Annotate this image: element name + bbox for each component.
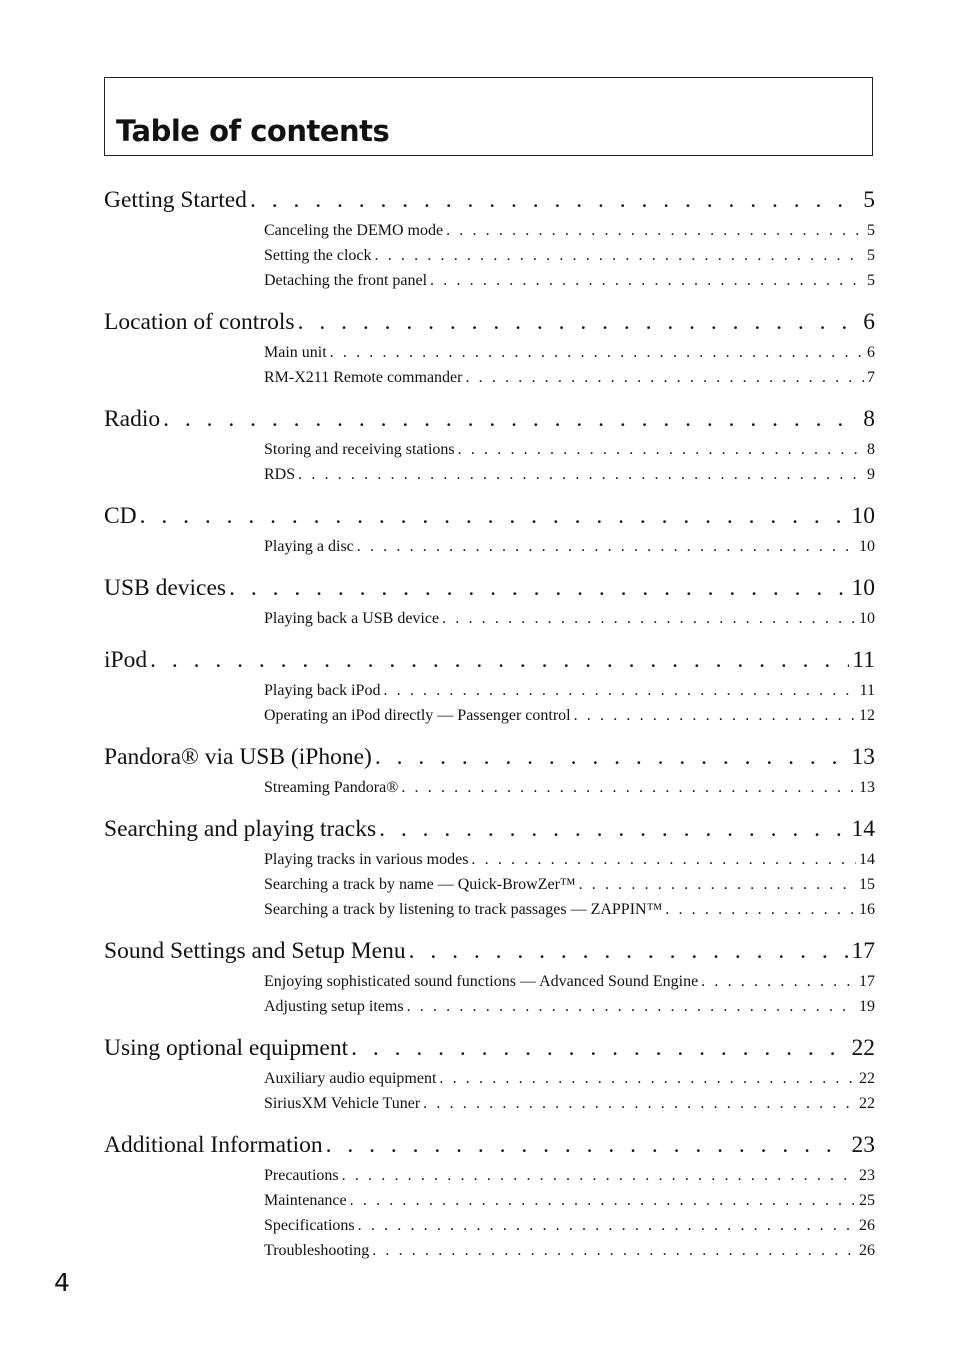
dot-leader [701, 969, 856, 994]
subentry-title: Troubleshooting [264, 1242, 370, 1259]
toc-section [104, 1127, 875, 1263]
subentry-page: 23 [859, 1167, 875, 1184]
toc-subentry[interactable] [264, 775, 875, 800]
section-title: CD [104, 503, 137, 529]
toc-subentry[interactable] [264, 969, 875, 994]
dot-leader [375, 243, 864, 268]
subentry-page: 16 [859, 901, 875, 918]
subentry-title: Searching a track by listening to track passages — ZAPPIN™ [264, 901, 663, 918]
section-page: 5 [863, 187, 875, 213]
section-title: Using optional equipment [104, 1035, 349, 1061]
subentry-page: 15 [859, 876, 875, 893]
toc-subentry[interactable] [264, 897, 875, 922]
subentry-title: Playing back a USB device [264, 610, 440, 627]
section-page: 17 [851, 938, 875, 964]
dot-leader [383, 678, 856, 703]
subentry-title: Maintenance [264, 1192, 347, 1209]
toc-subentry-list [104, 1066, 875, 1116]
toc-section [104, 811, 875, 922]
toc-subentry[interactable] [264, 534, 875, 559]
toc-section [104, 401, 875, 487]
subentry-page: 12 [859, 707, 875, 724]
toc-section-entry[interactable] [104, 401, 875, 437]
toc-section-entry[interactable] [104, 570, 875, 606]
dot-leader [442, 606, 856, 631]
toc-section [104, 739, 875, 800]
dot-leader [465, 365, 864, 390]
subentry-page: 7 [867, 369, 875, 386]
toc-subentry-list [104, 678, 875, 728]
section-page: 10 [851, 575, 875, 601]
section-page: 10 [851, 503, 875, 529]
toc-subentry[interactable] [264, 340, 875, 365]
subentry-page: 19 [859, 998, 875, 1015]
section-title: Searching and playing tracks [104, 816, 377, 842]
dot-leader [574, 703, 856, 728]
toc-subentry[interactable] [264, 606, 875, 631]
toc-section [104, 933, 875, 1019]
subentry-page: 9 [867, 466, 875, 483]
dot-leader [458, 437, 864, 462]
dot-leader [471, 847, 856, 872]
toc-subentry[interactable] [264, 1213, 875, 1238]
toc-section [104, 498, 875, 559]
dot-leader [358, 1213, 856, 1238]
subentry-page: 6 [867, 344, 875, 361]
toc-subentry-list [104, 847, 875, 922]
toc-section [104, 1030, 875, 1116]
toc-subentry[interactable] [264, 703, 875, 728]
page-title: Table of contents [116, 114, 390, 148]
toc-subentry[interactable] [264, 437, 875, 462]
dot-leader [409, 933, 849, 969]
dot-leader [401, 775, 856, 800]
section-page: 14 [851, 816, 875, 842]
subentry-title: SiriusXM Vehicle Tuner [264, 1095, 421, 1112]
subentry-page: 22 [859, 1070, 875, 1087]
dot-leader [430, 268, 864, 293]
dot-leader [351, 1030, 848, 1066]
toc-subentry-list [104, 606, 875, 631]
toc-subentry-list [104, 775, 875, 800]
toc-subentry-list [104, 437, 875, 487]
dot-leader [372, 1238, 856, 1263]
toc-subentry[interactable] [264, 1163, 875, 1188]
subentry-page: 8 [867, 441, 875, 458]
title-box [104, 77, 873, 156]
toc-subentry[interactable] [264, 1188, 875, 1213]
subentry-title: Enjoying sophisticated sound functions — Advanced Sound Engine [264, 973, 699, 990]
dot-leader [140, 498, 849, 534]
section-title: Additional Information [104, 1132, 323, 1158]
toc-subentry[interactable] [264, 872, 875, 897]
toc-section [104, 570, 875, 631]
subentry-page: 5 [867, 247, 875, 264]
dot-leader [229, 570, 848, 606]
toc-section-entry[interactable] [104, 811, 875, 847]
subentry-title: Playing a disc [264, 538, 354, 555]
subentry-page: 10 [859, 610, 875, 627]
subentry-title: Playing back iPod [264, 682, 381, 699]
section-page: 13 [851, 744, 875, 770]
subentry-page: 17 [859, 973, 875, 990]
toc-subentry-list [104, 534, 875, 559]
subentry-title: RDS [264, 466, 296, 483]
dot-leader [579, 872, 856, 897]
subentry-title: Adjusting setup items [264, 998, 404, 1015]
subentry-page: 13 [859, 779, 875, 796]
page-number: 4 [54, 1268, 70, 1297]
subentry-title: Specifications [264, 1217, 355, 1234]
toc-section-entry[interactable] [104, 1030, 875, 1066]
subentry-title: Canceling the DEMO mode [264, 222, 444, 239]
section-page: 6 [863, 309, 875, 335]
subentry-page: 5 [867, 222, 875, 239]
subentry-page: 11 [859, 682, 875, 699]
dot-leader [250, 182, 860, 218]
section-title: iPod [104, 647, 148, 673]
dot-leader [342, 1163, 856, 1188]
section-title: USB devices [104, 575, 227, 601]
dot-leader [150, 642, 849, 678]
subentry-page: 10 [859, 538, 875, 555]
section-title: Pandora® via USB (iPhone) [104, 744, 372, 770]
toc-subentry-list [104, 340, 875, 390]
toc-section-entry[interactable] [104, 642, 875, 678]
subentry-title: Main unit [264, 344, 327, 361]
subentry-title: Auxiliary audio equipment [264, 1070, 437, 1087]
section-page: 11 [852, 647, 875, 673]
toc-section-entry[interactable] [104, 933, 875, 969]
subentry-title: Operating an iPod directly — Passenger control [264, 707, 571, 724]
toc-subentry[interactable] [264, 1091, 875, 1116]
section-page: 8 [863, 406, 875, 432]
dot-leader [163, 401, 860, 437]
toc-section-entry[interactable] [104, 739, 875, 775]
subentry-title: Detaching the front panel [264, 272, 428, 289]
table-of-contents [104, 182, 875, 1274]
subentry-title: Searching a track by name — Quick-BrowZer™ [264, 876, 576, 893]
dot-leader [350, 1188, 856, 1213]
dot-leader [439, 1066, 856, 1091]
dot-leader [357, 534, 856, 559]
dot-leader [375, 739, 849, 775]
toc-subentry[interactable] [264, 218, 875, 243]
dot-leader [446, 218, 864, 243]
toc-section [104, 642, 875, 728]
toc-subentry-list [104, 969, 875, 1019]
subentry-page: 25 [859, 1192, 875, 1209]
subentry-page: 14 [859, 851, 875, 868]
section-title: Getting Started [104, 187, 247, 213]
section-page: 22 [851, 1035, 875, 1061]
subentry-title: RM-X211 Remote commander [264, 369, 463, 386]
subentry-page: 26 [859, 1217, 875, 1234]
toc-section-entry[interactable] [104, 1127, 875, 1163]
subentry-page: 5 [867, 272, 875, 289]
dot-leader [379, 811, 848, 847]
toc-subentry[interactable] [264, 994, 875, 1019]
toc-subentry[interactable] [264, 243, 875, 268]
toc-subentry[interactable] [264, 847, 875, 872]
toc-section-entry[interactable] [104, 304, 875, 340]
toc-subentry-list [104, 1163, 875, 1263]
toc-subentry[interactable] [264, 1238, 875, 1263]
section-title: Radio [104, 406, 161, 432]
toc-section [104, 304, 875, 390]
subentry-title: Setting the clock [264, 247, 372, 264]
dot-leader [330, 340, 864, 365]
dot-leader [407, 994, 856, 1019]
section-title: Sound Settings and Setup Menu [104, 938, 406, 964]
toc-section-entry[interactable] [104, 182, 875, 218]
toc-section-entry[interactable] [104, 498, 875, 534]
subentry-page: 22 [859, 1095, 875, 1112]
toc-section [104, 182, 875, 293]
dot-leader [423, 1091, 856, 1116]
subentry-title: Streaming Pandora® [264, 779, 399, 796]
toc-subentry[interactable] [264, 268, 875, 293]
dot-leader [298, 462, 864, 487]
subentry-title: Precautions [264, 1167, 339, 1184]
toc-subentry[interactable] [264, 1066, 875, 1091]
subentry-page: 26 [859, 1242, 875, 1259]
subentry-title: Storing and receiving stations [264, 441, 455, 458]
toc-subentry[interactable] [264, 365, 875, 390]
toc-subentry[interactable] [264, 462, 875, 487]
dot-leader [326, 1127, 849, 1163]
toc-subentry[interactable] [264, 678, 875, 703]
subentry-title: Playing tracks in various modes [264, 851, 469, 868]
section-title: Location of controls [104, 309, 295, 335]
dot-leader [665, 897, 856, 922]
toc-subentry-list [104, 218, 875, 293]
section-page: 23 [851, 1132, 875, 1158]
dot-leader [298, 304, 861, 340]
